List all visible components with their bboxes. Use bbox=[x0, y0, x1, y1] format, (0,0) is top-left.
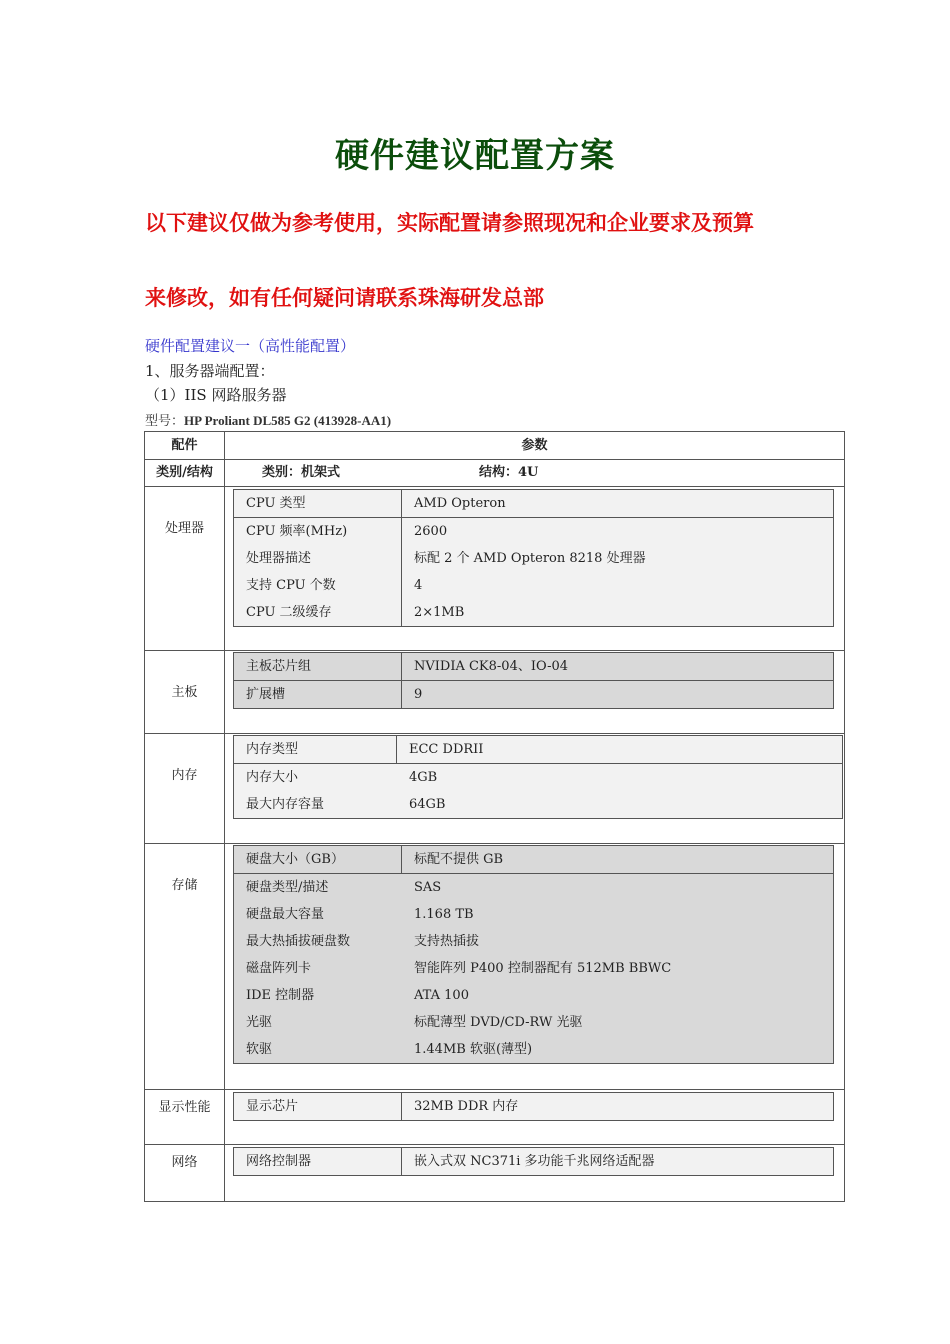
spec-key: 网络控制器 bbox=[246, 1154, 312, 1169]
spec-value: AMD Opteron bbox=[414, 496, 506, 511]
group-storage bbox=[145, 844, 844, 1090]
notice-line-2: 来修改，如有任何疑问请联系珠海研发总部 bbox=[145, 285, 544, 310]
spec-row bbox=[234, 874, 833, 901]
spec-value: 标配不提供 GB bbox=[414, 852, 504, 867]
spec-key: 支持 CPU 个数 bbox=[246, 578, 336, 593]
motherboard-specs bbox=[233, 652, 834, 709]
table-header-row bbox=[145, 432, 844, 460]
spec-row bbox=[234, 955, 833, 982]
model-label: 型号： bbox=[145, 414, 185, 429]
model-value: HP Proliant DL585 G2 (413928-AA1) bbox=[184, 413, 392, 428]
spec-key: 主板芯片组 bbox=[246, 659, 312, 674]
spec-key: 内存大小 bbox=[246, 770, 299, 785]
spec-row bbox=[234, 1148, 833, 1175]
spec-value: 64GB bbox=[409, 797, 446, 812]
group-memory bbox=[145, 734, 844, 844]
spec-value: 智能阵列 P400 控制器配有 512MB BBWC bbox=[414, 961, 672, 976]
spec-key: 显示芯片 bbox=[246, 1099, 299, 1114]
header-params: 参数 bbox=[521, 438, 548, 453]
spec-row bbox=[234, 572, 833, 599]
spec-value: 4 bbox=[414, 578, 423, 593]
spec-row bbox=[234, 518, 833, 545]
spec-row bbox=[234, 653, 833, 681]
group-label: 网络 bbox=[145, 1145, 225, 1201]
spec-value: ECC DDRII bbox=[409, 742, 484, 757]
spec-key: 硬盘类型/描述 bbox=[246, 880, 329, 895]
spec-value: 32MB DDR 内存 bbox=[414, 1099, 519, 1114]
storage-specs bbox=[233, 845, 834, 1064]
spec-row bbox=[234, 1093, 833, 1120]
rack-type: 类别：机架式 bbox=[262, 465, 341, 480]
spec-row bbox=[234, 1036, 833, 1063]
spec-row bbox=[234, 982, 833, 1009]
spec-value: 嵌入式双 NC371i 多功能千兆网络适配器 bbox=[414, 1154, 655, 1169]
spec-row bbox=[234, 901, 833, 928]
type-structure-row bbox=[145, 460, 844, 487]
spec-key: 磁盘阵列卡 bbox=[246, 961, 312, 976]
spec-value: NVIDIA CK8-04、IO-04 bbox=[414, 659, 569, 674]
spec-value: 2×1MB bbox=[414, 605, 465, 620]
item-server-config: 1、服务器端配置： bbox=[145, 362, 275, 380]
spec-value: SAS bbox=[414, 880, 442, 895]
spec-value: 标配薄型 DVD/CD-RW 光驱 bbox=[414, 1015, 583, 1030]
spec-key: 最大内存容量 bbox=[246, 797, 325, 812]
spec-row bbox=[234, 681, 833, 708]
spec-key: 光驱 bbox=[246, 1015, 273, 1030]
model-line bbox=[145, 410, 391, 429]
header-component: 配件 bbox=[145, 432, 225, 459]
group-label: 显示性能 bbox=[145, 1090, 225, 1144]
spec-row bbox=[234, 846, 833, 874]
spec-key: 最大热插拔硬盘数 bbox=[246, 934, 351, 949]
section-heading: 硬件配置建议一（高性能配置） bbox=[145, 337, 356, 355]
spec-value: 支持热插拔 bbox=[414, 934, 480, 949]
spec-value: 2600 bbox=[414, 524, 448, 539]
group-network bbox=[145, 1145, 844, 1201]
group-motherboard bbox=[145, 651, 844, 734]
display-specs bbox=[233, 1092, 834, 1121]
spec-key: CPU 类型 bbox=[246, 496, 306, 511]
spec-value: 9 bbox=[414, 687, 423, 702]
spec-key: 硬盘大小（GB） bbox=[246, 852, 344, 867]
structure-4u: 结构：4U bbox=[479, 465, 539, 480]
spec-row bbox=[234, 928, 833, 955]
group-cpu bbox=[145, 487, 844, 651]
spec-row bbox=[234, 1009, 833, 1036]
spec-value: ATA 100 bbox=[414, 988, 469, 1003]
spec-row bbox=[234, 545, 833, 572]
spec-row bbox=[234, 736, 842, 764]
notice-line-1: 以下建议仅做为参考使用，实际配置请参照现况和企业要求及预算 bbox=[145, 210, 754, 235]
group-label: 内存 bbox=[145, 734, 225, 843]
spec-key: 内存类型 bbox=[246, 742, 299, 757]
spec-row bbox=[234, 791, 842, 818]
memory-specs bbox=[233, 735, 843, 819]
spec-key: CPU 频率(MHz) bbox=[246, 524, 348, 539]
spec-key: 硬盘最大容量 bbox=[246, 907, 325, 922]
item-iis-server: （1）IIS 网路服务器 bbox=[145, 386, 287, 404]
spec-value: 4GB bbox=[409, 770, 438, 785]
spec-value: 1.168 TB bbox=[414, 907, 474, 922]
spec-value: 标配 2 个 AMD Opteron 8218 处理器 bbox=[414, 551, 646, 566]
spec-row bbox=[234, 599, 833, 626]
group-display bbox=[145, 1090, 844, 1145]
cpu-specs bbox=[233, 489, 834, 627]
spec-key: CPU 二级缓存 bbox=[246, 605, 332, 620]
spec-key: 处理器描述 bbox=[246, 551, 312, 566]
spec-table bbox=[144, 431, 845, 1202]
spec-key: 软驱 bbox=[246, 1042, 273, 1057]
group-label: 存储 bbox=[145, 844, 225, 1089]
spec-key: IDE 控制器 bbox=[246, 988, 315, 1003]
group-label: 主板 bbox=[145, 651, 225, 733]
spec-value: 1.44MB 软驱(薄型) bbox=[414, 1042, 533, 1057]
spec-row bbox=[234, 490, 833, 518]
group-label: 处理器 bbox=[145, 487, 225, 650]
spec-key: 扩展槽 bbox=[246, 687, 286, 702]
page-title: 硬件建议配置方案 bbox=[335, 136, 615, 176]
type-structure-label: 类别/结构 bbox=[145, 460, 225, 486]
spec-row bbox=[234, 764, 842, 791]
network-specs bbox=[233, 1147, 834, 1176]
